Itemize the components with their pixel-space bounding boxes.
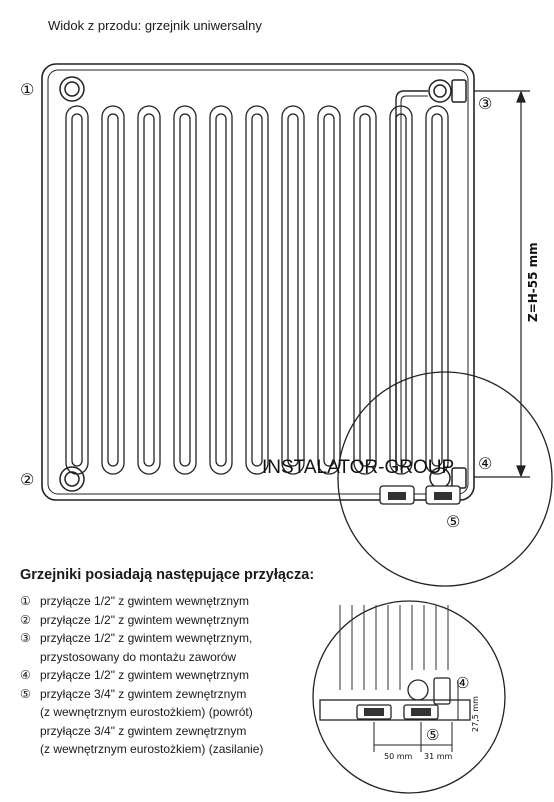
- radiator-frame: [42, 64, 474, 500]
- connection-item-continuation: [20, 703, 263, 722]
- detail-panels: [340, 605, 448, 690]
- detail-height-label: 27,5 mm: [471, 696, 480, 732]
- marker-5: ⑤: [446, 512, 461, 531]
- connections-list: [20, 592, 263, 759]
- detail-fittings: [320, 678, 470, 720]
- connection-item: [20, 685, 263, 704]
- internal-pipe-inner: [401, 96, 428, 470]
- connection-text: przyłącze 1/2" z gwintem wewnętrznym,: [40, 631, 253, 645]
- connection-text: przyłącze 3/4" z gwintem zewnętrznym: [40, 686, 247, 701]
- connection-item: [20, 666, 263, 685]
- marker-4: ④: [478, 454, 493, 473]
- connection-number: ④: [20, 668, 31, 682]
- diagram-title: Widok z przodu: grzejnik uniwersalny: [48, 18, 262, 33]
- radiator-inner-frame: [48, 70, 468, 494]
- connection-number: ②: [20, 612, 31, 627]
- marker-1: ①: [20, 80, 35, 99]
- connection-item: [20, 592, 263, 611]
- connection-text: (z wewnętrznym eurostożkiem) (powrót): [40, 705, 253, 719]
- connection-item-continuation: [20, 648, 263, 667]
- radiator-panels: [66, 106, 448, 474]
- connection-text: przyłącze 1/2" z gwintem wewnętrznym: [40, 668, 249, 682]
- connection-text: przyłącze 3/4" z gwintem zewnętrznym: [40, 723, 247, 738]
- connection-text: przyłącze 1/2" z gwintem wewnętrznym: [40, 594, 249, 608]
- detail-width-label-2: 31 mm: [424, 752, 453, 761]
- connection-text: przystosowany do montażu zaworów: [40, 649, 237, 664]
- marker-2: ②: [20, 470, 35, 489]
- connection-text: przyłącze 1/2" z gwintem wewnętrznym: [40, 612, 249, 627]
- connection-number: ①: [20, 594, 31, 608]
- connection-item-continuation: [20, 722, 263, 741]
- detail-marker-5: ⑤: [426, 726, 440, 744]
- connection-number: ⑤: [20, 686, 31, 701]
- connection-item: [20, 611, 263, 630]
- dimension-z: [474, 91, 530, 477]
- watermark: INSTALATOR-GROUP: [262, 457, 455, 478]
- socket-top-left: [60, 77, 84, 101]
- dimension-label: Z=H-55 mm: [526, 242, 540, 322]
- connection-item-continuation: [20, 740, 263, 759]
- detail-marker-4: ④: [456, 674, 470, 692]
- connection-item: [20, 629, 263, 648]
- connection-text: (z wewnętrznym eurostożkiem) (zasilanie): [40, 742, 264, 756]
- detail-width-label-1: 50 mm: [384, 752, 413, 761]
- connections-heading: Grzejniki posiadają następujące przyłącza:: [20, 567, 315, 583]
- socket-bottom-left: [60, 467, 84, 491]
- marker-3: ③: [478, 94, 493, 113]
- socket-top-right: [429, 80, 466, 102]
- connection-number: ③: [20, 631, 31, 645]
